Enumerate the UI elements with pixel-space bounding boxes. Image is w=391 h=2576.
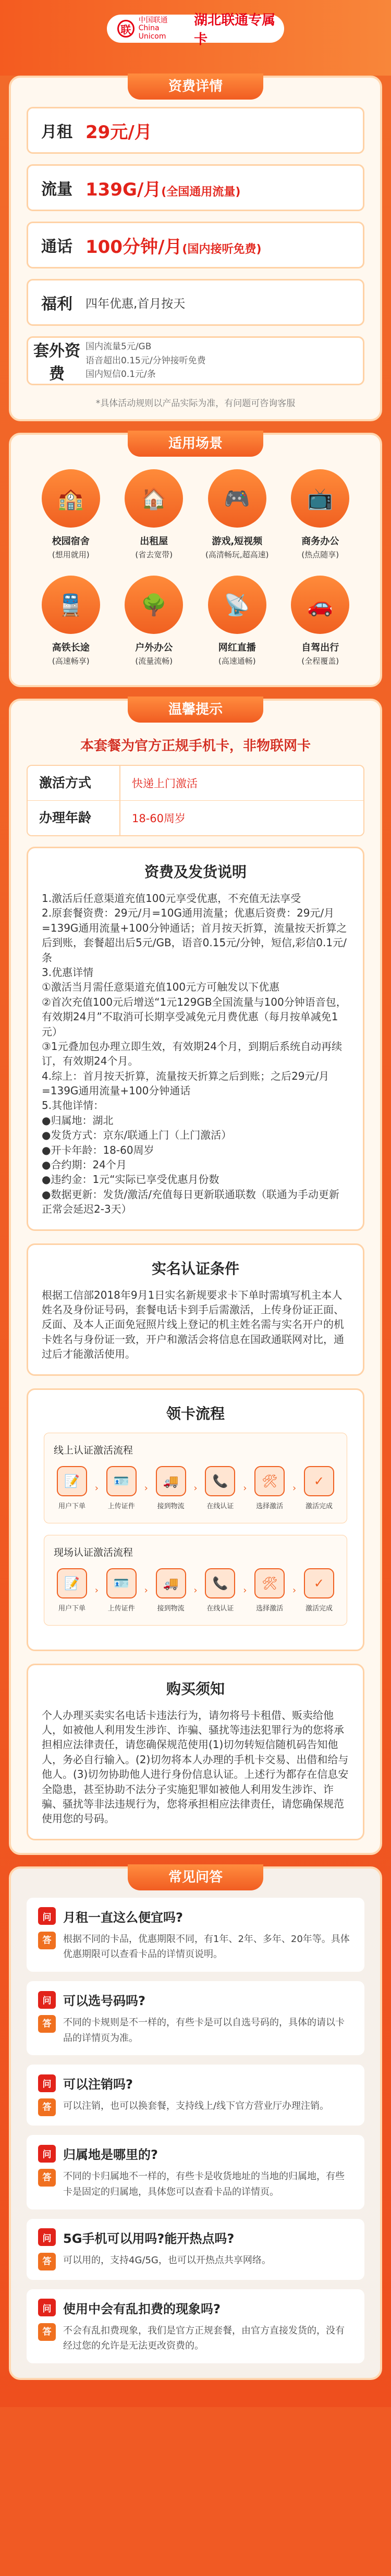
page-title: 湖北联通专属卡 (194, 13, 276, 47)
flow-panel-title: 线上认证激活流程 (54, 1444, 133, 1456)
package-row (27, 222, 364, 268)
step-label: 接到物流 (157, 1502, 185, 1510)
scene-icon: 🏠 (125, 469, 183, 528)
notice-box (27, 1664, 364, 1840)
flow-steps (54, 1466, 337, 1510)
question-badge-icon: 问 (38, 2074, 56, 2092)
scene-name: 游戏,短视频 (212, 536, 263, 547)
question-text: 5G手机可以用吗?能开热点吗? (63, 2231, 235, 2246)
flow-step (301, 1466, 337, 1510)
flow-step (153, 1466, 189, 1510)
step-icon: 📝 (57, 1568, 87, 1598)
headline: 本套餐为官方正规手机卡，非物联网卡 (80, 738, 311, 754)
step-label: 选择激活 (256, 1604, 284, 1613)
brand-pill (107, 13, 284, 47)
arrow-icon: › (144, 1482, 148, 1494)
package-key: 流量 (41, 180, 72, 199)
question-text: 可以选号码吗? (63, 1994, 145, 2009)
table-value: 快递上门激活 (132, 777, 198, 790)
guide-card (9, 699, 382, 1855)
scene-icon: 🚆 (42, 576, 100, 634)
table-row (28, 801, 363, 835)
scene-icon: 🏫 (42, 469, 100, 528)
package-row (27, 279, 364, 326)
scene-sub: (高速畅享) (52, 656, 90, 666)
step-icon: 🚚 (156, 1466, 186, 1496)
step-label: 激活完成 (305, 1502, 333, 1510)
scene-icon: 🌳 (125, 576, 183, 634)
faq-item (27, 2289, 364, 2363)
step-label: 在线认证 (206, 1604, 234, 1613)
notice-text: 个人办理买卖实名电话卡违法行为，请勿将号卡租借、贩卖给他人，如被他人利用发生涉诈、诈骗、骚扰等违法犯罪行为的您将承担相应法律责任，请您确保规范使用(1)切勿转短信随机码告知他人，务必自行输入。(2)切勿将本人办理的手机卡交易、出借和给与他人。(3)切勿协助他人进行身份信息认证。上述行为都存在信息安全隐患，甚至协助不法分子实施犯罪如被他人利用发生涉诈、诈骗、骚扰等非法违规行为，您将承担相应法律责任，请您确保规范使用您的号码。 (42, 1708, 349, 1825)
flow-panel-title: 现场认证激活流程 (54, 1546, 133, 1558)
answer-badge-icon: 答 (38, 2098, 56, 2116)
question-badge-icon: 问 (38, 2228, 56, 2246)
faq-question (38, 2144, 353, 2163)
package-card (9, 76, 382, 421)
faq-question (38, 2299, 353, 2317)
faq-answer (38, 2169, 353, 2200)
arrow-icon: › (243, 1584, 247, 1596)
tariff-line: ●合约期：24个月 (42, 1158, 127, 1171)
faq-item (27, 1981, 364, 2055)
scene-item (196, 469, 279, 560)
scene-icon: 🚗 (291, 576, 349, 634)
tariff-line: ●发货方式：京东/联通上门（上门激活） (42, 1129, 232, 1142)
package-value: 100分钟/月(国内接听免费) (85, 236, 262, 258)
arrow-icon: › (193, 1482, 198, 1494)
tariff-line: 3.优惠详情 (42, 966, 94, 979)
package-extra: (全国通用流量) (161, 185, 241, 199)
package-key: 月租 (41, 123, 72, 141)
flow-title: 领卡流程 (166, 1405, 225, 1422)
package-row (27, 107, 364, 154)
scene-name: 商务办公 (301, 536, 339, 547)
faq-question (38, 2074, 353, 2092)
faq-answer (38, 2323, 353, 2354)
arrow-icon: › (144, 1584, 148, 1596)
flow-step (202, 1568, 238, 1613)
step-icon: ✓ (304, 1466, 334, 1496)
package-value: 139G/月(全国通用流量) (85, 179, 241, 200)
brand-cn: 中国联通 (138, 16, 168, 25)
tariff-line: ●违约金：1元“实际已享受优惠月份数 (42, 1173, 219, 1186)
step-icon: 📞 (205, 1568, 235, 1598)
faq-question (38, 1991, 353, 2009)
flow-step (103, 1568, 140, 1613)
scene-card (9, 433, 382, 687)
realname-title: 实名认证条件 (151, 1260, 239, 1277)
faq-item (27, 1898, 364, 1972)
scene-sub: (全程覆盖) (301, 656, 339, 666)
flow-steps (54, 1568, 337, 1613)
flow-step (251, 1466, 288, 1510)
step-label: 上传证件 (107, 1604, 135, 1613)
answer-text: 不同的卡归属地不一样的，有些卡是收货地址的当地的归属地，有些卡是固定的归属地，具体您可以查看卡品的详情页。 (63, 2171, 345, 2198)
scene-item (279, 469, 362, 560)
scene-icon: 📺 (291, 469, 349, 528)
faq-answer (38, 2015, 353, 2046)
tariff-box (27, 847, 364, 1231)
step-label: 选择激活 (256, 1502, 284, 1510)
faq-answer (38, 1932, 353, 1962)
scene-sub: (热点随享) (301, 550, 339, 559)
answer-text: 不会有乱扣费现象，我们是官方正规套餐，由官方直接发货的，没有经过您的允许是无法更改资费的。 (63, 2325, 345, 2352)
section-title-guide: 温馨提示 (128, 697, 263, 723)
question-badge-icon: 问 (38, 1907, 56, 1925)
flow-panel (44, 1535, 347, 1626)
step-icon: 🪪 (106, 1568, 137, 1598)
flow-step (153, 1568, 189, 1613)
step-label: 接到物流 (157, 1604, 185, 1613)
question-badge-icon: 问 (38, 1991, 56, 2009)
scene-sub: (高速通畅) (218, 656, 256, 666)
flow-panel (44, 1433, 347, 1523)
table-key: 办理年龄 (28, 801, 120, 835)
tariff-line: 2.原套餐资费：29元/月=10G通用流量；优惠后资费：29元/月=139G通用流量+100分钟通话；首月按天折算，流量按天折算之后到账，套餐超出后5元/GB，语音0.15元/分钟，短信,彩信0.1元/条 (42, 907, 347, 964)
flow-step (301, 1568, 337, 1613)
answer-badge-icon: 答 (38, 2323, 56, 2341)
answer-text: 可以用的，支持4G/5G，也可以开热点共享网络。 (63, 2254, 271, 2266)
scene-name: 高铁长途 (52, 642, 90, 653)
scene-item (113, 469, 196, 560)
question-badge-icon: 问 (38, 2299, 56, 2316)
package-key: 福利 (41, 295, 72, 313)
flow-step (251, 1568, 288, 1613)
package-note: *具体活动规则以产品实际为准，有问题可咨询客服 (95, 398, 296, 409)
package-overage (85, 340, 363, 381)
arrow-icon: › (292, 1482, 297, 1494)
answer-badge-icon: 答 (38, 1932, 56, 1949)
answer-badge-icon: 答 (38, 2169, 56, 2187)
flow-step (54, 1466, 90, 1510)
flow-step (54, 1568, 90, 1613)
tariff-line: ①激活当月需任意渠道充值100元方可触发以下优惠 (42, 981, 280, 994)
package-row (27, 336, 364, 385)
section-title-scene: 适用场景 (128, 431, 263, 457)
scene-item (113, 576, 196, 666)
scene-item (29, 576, 113, 666)
faq-answer (38, 2253, 353, 2270)
step-label: 上传证件 (107, 1502, 135, 1510)
scene-name: 户外办公 (135, 642, 173, 653)
table-row (28, 766, 363, 801)
scene-icon: 📡 (208, 576, 266, 634)
answer-text: 可以注销，也可以换套餐，支持线上/线下官方营业厅办理注销。 (63, 2101, 329, 2112)
header (0, 0, 391, 76)
question-text: 可以注销吗? (63, 2077, 133, 2092)
tariff-line: ●开卡年龄：18-60周岁 (42, 1143, 154, 1156)
scene-sub: (高清畅玩,超高速) (205, 550, 269, 559)
overage-line: 语音超出0.15元/分钟接听免费 (85, 355, 206, 366)
scene-sub: (流量流畅) (135, 656, 173, 666)
package-extra: (国内接听免费) (182, 242, 262, 256)
step-label: 激活完成 (305, 1604, 333, 1613)
step-icon: 🪪 (106, 1466, 137, 1496)
section-title-faq: 常见问答 (128, 1864, 263, 1890)
activation-table (27, 765, 364, 836)
arrow-icon: › (94, 1482, 99, 1494)
package-benefit: 四年优惠,首月按天 (85, 297, 186, 311)
scene-icon: 🎮 (208, 469, 266, 528)
arrow-icon: › (94, 1584, 99, 1596)
scene-item (196, 576, 279, 666)
brand-name (139, 17, 187, 41)
step-icon: 🛠 (254, 1466, 285, 1496)
overage-line: 国内短信0.1元/条 (85, 369, 156, 380)
notice-title: 购买须知 (166, 1680, 225, 1698)
tariff-line: 4.综上：首月按天折算，流量按天折算之后到账；之后29元/月=139G通用流量+100分钟通话 (42, 1069, 329, 1097)
faq-question (38, 1907, 353, 1925)
faq-answer (38, 2098, 353, 2116)
scene-name: 自驾出行 (301, 642, 339, 653)
table-value: 18-60周岁 (132, 812, 186, 825)
step-icon: 📞 (205, 1466, 235, 1496)
scene-sub: (省去宽带) (135, 550, 173, 559)
answer-text: 根据不同的卡品，优惠期限不同，有1年、2年、多年、20年等。具体优惠期限可以查看卡品的详情页说明。 (63, 1933, 350, 1960)
answer-text: 不同的卡规则是不一样的，有些卡是可以自选号码的，具体的请以卡品的详情页为准。 (63, 2017, 345, 2044)
arrow-icon: › (243, 1482, 247, 1494)
tariff-line: ③1元叠加包办理立即生效，有效期24个月，到期后系统自动再续订，有效期24个月。 (42, 1040, 343, 1068)
tariff-line: ●数据更新：发货/激活/充值每日更新联通联数（联通为手动更新正常会延迟2-3天） (42, 1188, 339, 1216)
flow-step (103, 1466, 140, 1510)
step-icon: 🛠 (254, 1568, 285, 1598)
package-key: 通话 (41, 238, 72, 256)
step-icon: 📝 (57, 1466, 87, 1496)
realname-text: 根据工信部2018年9月1日实名新规要求卡下单时需填写机主本人姓名及身份证号码，套餐电话卡到手后需激活，上传身份证正面、反面、及本人正面免冠照片线上登记的机主姓名需与实名开户的机卡姓名与身份证一致，开户和激活会将信息在国政通联网对比，通过后才能激活使用。 (42, 1288, 344, 1361)
unicom-logo-icon: 联 (117, 20, 135, 38)
faq-question (38, 2228, 353, 2247)
question-text: 归属地是哪里的? (63, 2147, 158, 2163)
tariff-line: ②首次充值100元后增送“1元129GB全国流量与100分钟语音包，有效期24月”不取消可长期享受减免元月费优惠（每月按单减免1元） (42, 995, 347, 1038)
step-label: 用户下单 (58, 1604, 85, 1613)
arrow-icon: › (193, 1584, 198, 1596)
step-icon: 🚚 (156, 1568, 186, 1598)
tariff-line: 5.其他详情： (42, 1099, 104, 1112)
brand-en: China Unicom (138, 24, 166, 41)
package-row (27, 164, 364, 211)
answer-badge-icon: 答 (38, 2015, 56, 2033)
overage-line: 国内流量5元/GB (85, 341, 152, 352)
step-label: 用户下单 (58, 1502, 85, 1510)
faq-card (9, 1866, 382, 2380)
answer-badge-icon: 答 (38, 2253, 56, 2270)
tariff-line: 1.激活后任意渠道充值100元享受优惠，不充值无法享受 (42, 892, 301, 905)
package-key: 套外资费 (33, 342, 80, 383)
question-text: 月租一直这么便宜吗? (63, 1910, 183, 1925)
section-title-package: 资费详情 (128, 74, 263, 100)
tariff-line: ●归属地：湖北 (42, 1114, 114, 1127)
question-text: 使用中会有乱扣费的现象吗? (63, 2301, 221, 2316)
table-key: 激活方式 (28, 766, 120, 800)
arrow-icon: › (292, 1584, 297, 1596)
faq-item (27, 2219, 364, 2280)
realname-box (27, 1243, 364, 1376)
package-value: 29元/月 (85, 121, 152, 143)
faq-item (27, 2135, 364, 2209)
faq-item (27, 2065, 364, 2126)
scene-name: 网红直播 (218, 642, 256, 653)
tariff-title: 资费及发货说明 (144, 863, 247, 881)
question-badge-icon: 问 (38, 2145, 56, 2163)
scene-item (279, 576, 362, 666)
scene-sub: (想用就用) (52, 550, 90, 559)
scene-item (29, 469, 113, 560)
scene-name: 校园宿舍 (52, 536, 90, 547)
step-label: 在线认证 (206, 1502, 234, 1510)
step-icon: ✓ (304, 1568, 334, 1598)
flow-step (202, 1466, 238, 1510)
scene-name: 出租屋 (140, 536, 168, 547)
flow-box (27, 1388, 364, 1651)
